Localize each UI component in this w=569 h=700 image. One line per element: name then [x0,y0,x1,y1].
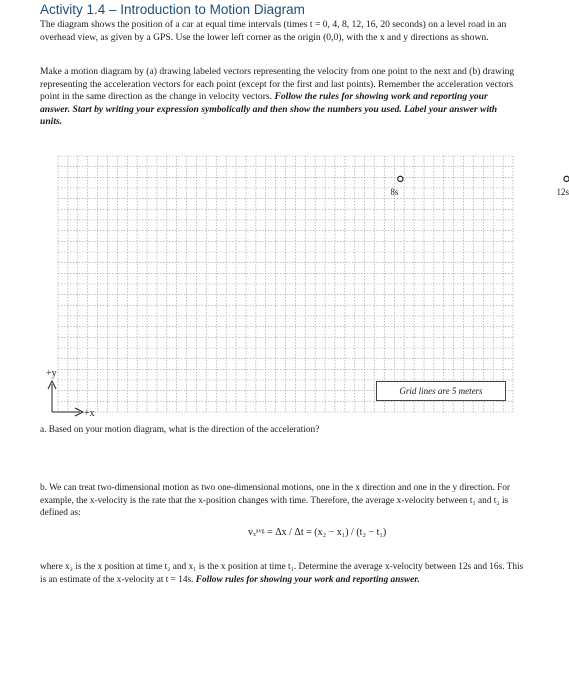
question-b: b. We can treat two-dimensional motion as two one-dimensional motions, one in the x direction and one in the y direction. For example, the x-velocity is the rate that the x-position changes with time. Therefore, the average x-velocity between t₁ and t₂ is defined as: [40,483,511,519]
page-title: Activity 1.4 – Introduction to Motion Diagram [40,2,305,17]
intro-paragraph: The diagram shows the position of a car at equal time intervals (times t = 0, 4, 8, 12, 16, 20 seconds) on a level road in an overhead view, as given by a GPS. Use the lower left corner as the origin (0,0), with the x and y directions as shown. [40,19,507,43]
question-a: a. Based on your motion diagram, what is the direction of the acceleration? [40,425,320,435]
question-b-followup [40,561,525,586]
y-axis-label: +y [46,368,57,379]
instructions-paragraph [40,66,518,129]
question-b-followup-emphasis: Follow rules for showing your work and reporting answer. [195,574,420,585]
instructions-emphasis: Follow the rules for showing work and reporting your answer. Start by writing your expression symbolically and then show the numbers you used. Label your answer with units. [40,91,498,128]
x-axis-label: +x [84,408,95,419]
instructions-text: Make a motion diagram by (a) drawing labeled vectors representing the velocity from one point to the next and (b) drawing representing the acceleration vectors for each point (except for the first and last points). Remember the acceleration vectors point in the same direction as the change in velocity vectors. [40,66,515,103]
time-label: 8s [390,186,399,197]
motion-diagram-svg [38,148,569,420]
position-point [398,176,403,181]
position-point [564,176,569,181]
grid-note: Grid lines are 5 meters [376,381,506,401]
question-b-followup-text: where x₂ is the x position at time t₂ and x₁ is the x position at time t₁. Determine the average x-velocity between 12s and 16s. This is an estimate of the x-velocity at t = 14s. [40,562,524,585]
average-velocity-formula: vₓᵃᵛᵍ = Δx / Δt = (x₂ − x₁) / (t₂ − t₁) [248,527,387,538]
time-label: 12s [556,186,569,197]
motion-diagram [38,148,569,420]
